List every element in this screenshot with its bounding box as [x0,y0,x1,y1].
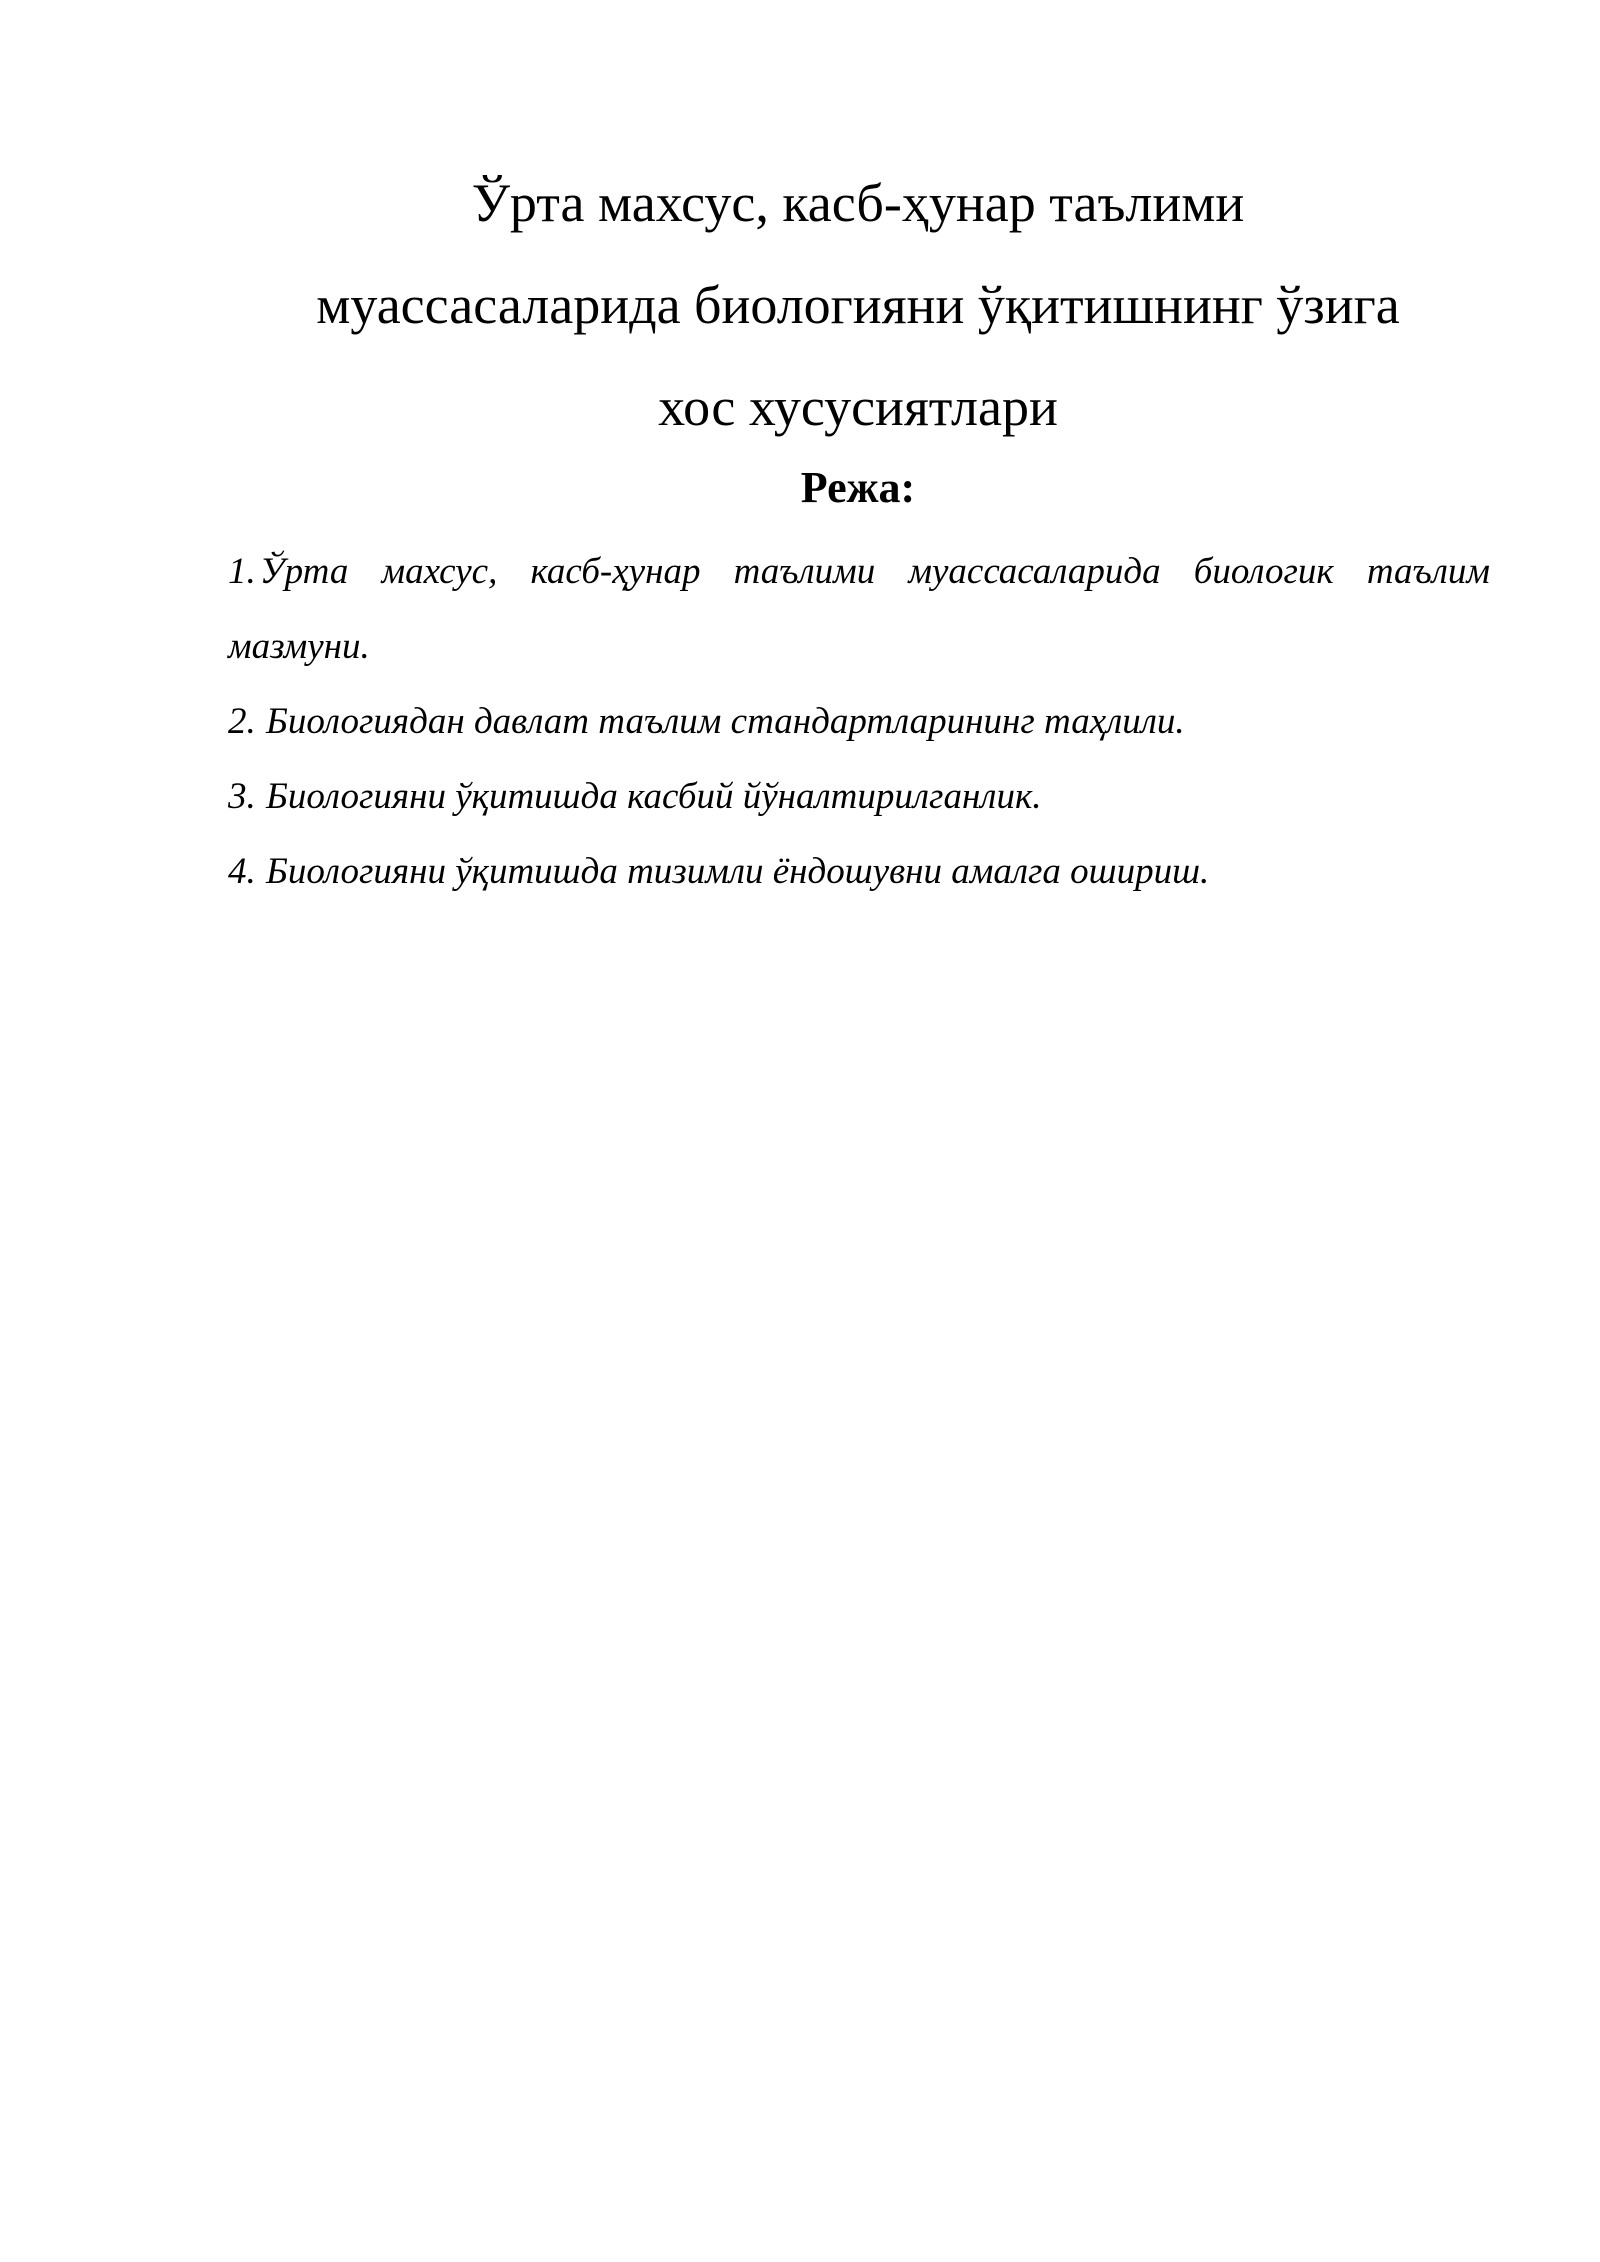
plan-item-number: 3. [228,776,256,817]
plan-item-number: 4. [228,851,256,892]
plan-item-4 [228,834,1490,909]
plan-item-number: 2. [228,701,256,742]
plan-item-1 [228,534,1490,684]
document-title [228,152,1488,458]
plan-item-text: Биологияни ўқитишда касбий йўналтирилганлик. [266,776,1042,817]
plan-heading: Режа: [800,463,916,512]
plan-item-number: 1. [228,551,256,592]
plan-item-text: Биологияни ўқитишда тизимли ёндошувни амалга ошириш. [266,851,1210,892]
plan-item-text: Ўрта махсус, касб-ҳунар таълими муассасаларида биологик таълим мазмуни. [228,551,1490,667]
plan-item-text: Биологиядан давлат таълим стандартларининг таҳлили. [266,701,1185,742]
plan-item-3 [228,759,1490,834]
plan-item-2 [228,684,1490,759]
title-line-1: Ўрта махсус, касб-ҳунар таълими [471,173,1245,233]
title-line-3: хос хусусиятлари [658,377,1058,437]
plan-list [228,534,1490,909]
title-line-2: муассасаларида биологияни ўқитишнинг ўзига [316,275,1400,335]
